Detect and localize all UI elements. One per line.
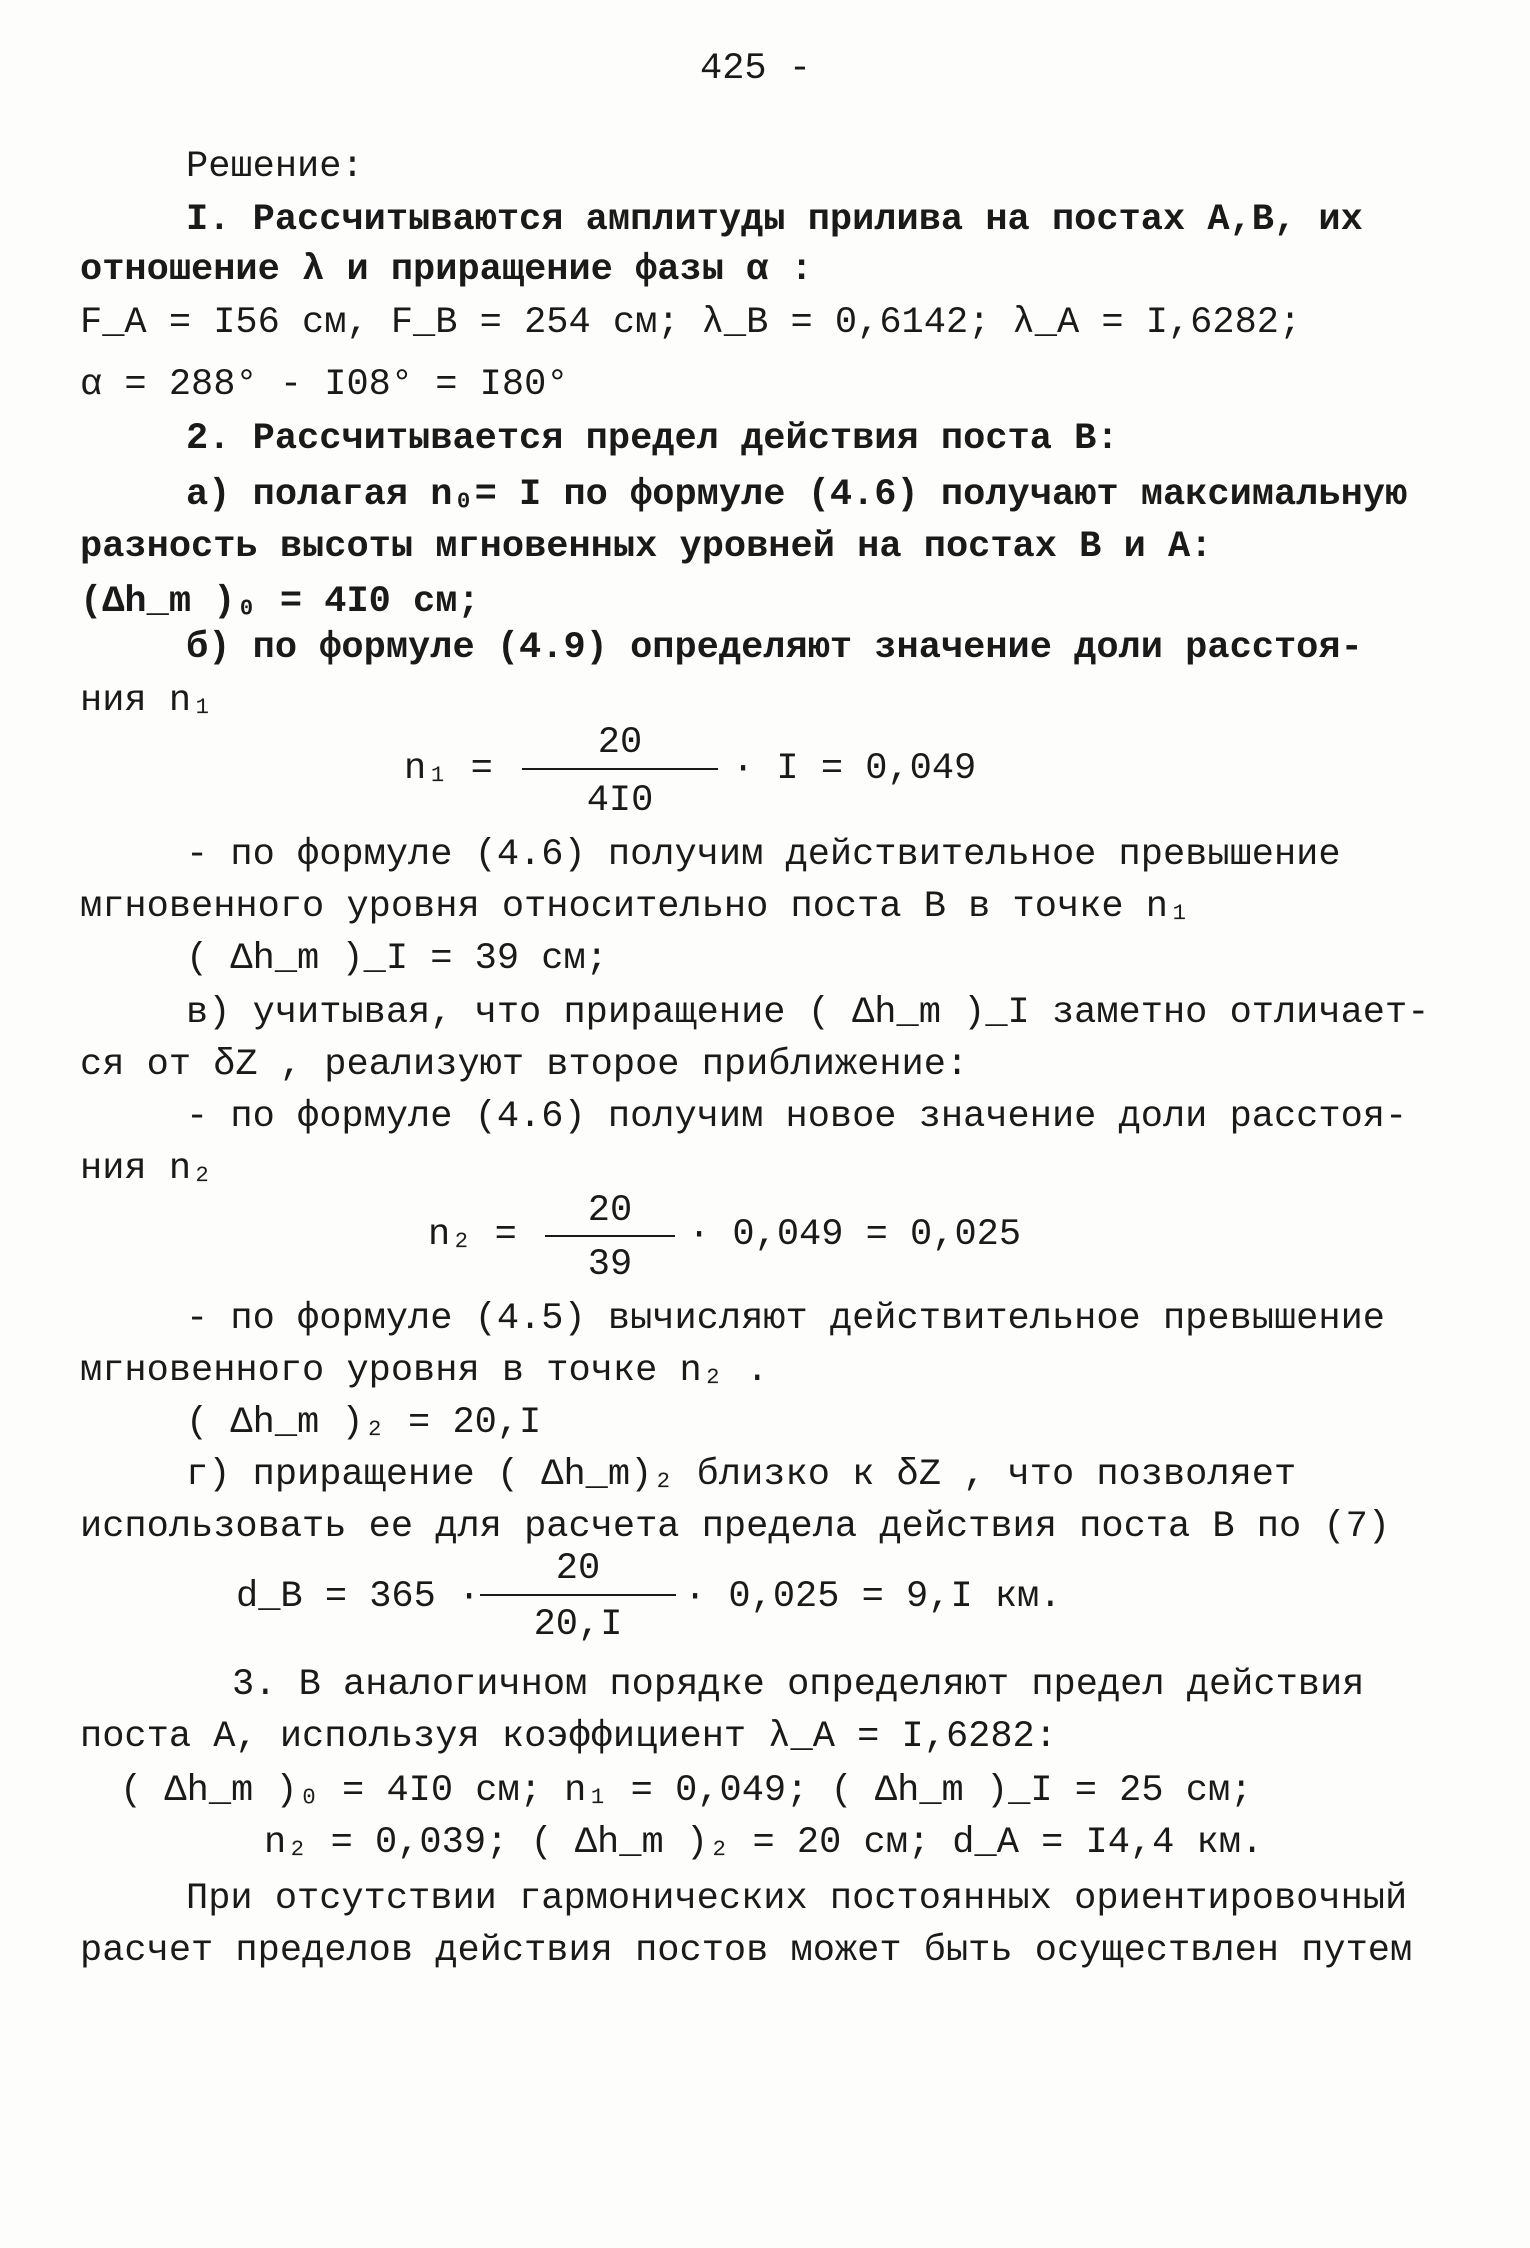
fraction-bar bbox=[480, 1594, 676, 1596]
formula-line: F_A = I56 см, F_B = 254 см; λ_B = 0,6142; λ_A = I,6282; bbox=[80, 302, 1302, 344]
text-line: отношение λ и приращение фазы α : bbox=[80, 249, 813, 291]
text-line: ся от δZ , реализуют второе приближение: bbox=[80, 1044, 969, 1086]
fraction-numerator: 20 bbox=[597, 722, 643, 764]
text-line: мгновенного уровня относительно поста В в точке n₁ bbox=[80, 886, 1191, 928]
text-line: При отсутствии гармонических постоянных ориентировочный bbox=[186, 1878, 1408, 1920]
heading-solution: Решение: bbox=[186, 146, 364, 188]
text-line: - по формуле (4.6) получим действительное превышение bbox=[186, 834, 1341, 876]
text-line: - по формуле (4.5) вычисляют действительное превышение bbox=[186, 1298, 1385, 1340]
text-line: мгновенного уровня в точке n₂ . bbox=[80, 1350, 769, 1392]
fraction-numerator: 20 bbox=[587, 1190, 633, 1232]
formula-rhs-n2: · 0,049 = 0,025 bbox=[688, 1214, 1022, 1256]
text-line: ния n₂ bbox=[80, 1148, 214, 1190]
text-line: I. Рассчитываются амплитуды прилива на постах А,В, их bbox=[186, 199, 1363, 241]
formula-line: n₂ = 0,039; ( Δh_m )₂ = 20 см; d_A = I4,4 км. bbox=[264, 1822, 1264, 1864]
formula-line: (Δh_m )₀ = 4I0 см; bbox=[80, 581, 480, 623]
formula-line: ( Δh_m )₀ = 4I0 см; n₁ = 0,049; ( Δh_m )_I = 25 см; bbox=[120, 1770, 1253, 1812]
text-line: б) по формуле (4.9) определяют значение доли расстоя- bbox=[186, 627, 1363, 669]
fraction-bar bbox=[522, 768, 718, 770]
formula-lhs-db: d_B = 365 · bbox=[236, 1576, 481, 1618]
fraction-denominator: 4I0 bbox=[586, 780, 654, 822]
text-line: поста А, используя коэффициент λ_A = I,6282: bbox=[80, 1716, 1057, 1758]
formula-line: ( Δh_m )₂ = 20,I bbox=[186, 1402, 542, 1444]
text-line: ния n₁ bbox=[80, 680, 214, 722]
formula-rhs-db: · 0,025 = 9,I км. bbox=[684, 1576, 1062, 1618]
formula-lhs-n2: n₂ = bbox=[428, 1214, 517, 1256]
text-line: использовать ее для расчета предела действия поста В по (7) bbox=[80, 1506, 1391, 1548]
fraction-bar bbox=[545, 1235, 675, 1237]
page-number: 425 - bbox=[700, 48, 812, 90]
text-line: в) учитывая, что приращение ( Δh_m )_I заметно отличает- bbox=[186, 992, 1430, 1034]
formula-line: ( Δh_m )_I = 39 см; bbox=[186, 938, 608, 980]
text-line: г) приращение ( Δh_m)₂ близко к δZ , что позволяет bbox=[186, 1454, 1297, 1496]
text-line: расчет пределов действия постов может быть осуществлен путем bbox=[80, 1930, 1413, 1972]
fraction-numerator: 20 bbox=[555, 1548, 601, 1590]
text-line: 2. Рассчитывается предел действия поста В: bbox=[186, 418, 1119, 460]
text-line: 3. В аналогичном порядке определяют предел действия bbox=[232, 1664, 1365, 1706]
fraction-denominator: 20,I bbox=[533, 1604, 623, 1646]
text-line: разность высоты мгновенных уровней на постах В и А: bbox=[80, 526, 1213, 568]
fraction-denominator: 39 bbox=[587, 1244, 633, 1286]
formula-lhs-n1: n₁ = bbox=[404, 748, 493, 790]
text-line: - по формуле (4.6) получим новое значение доли расстоя- bbox=[186, 1096, 1408, 1138]
formula-line: α = 288° - I08° = I80° bbox=[80, 364, 569, 406]
formula-rhs-n1: · I = 0,049 bbox=[732, 748, 977, 790]
text-line: а) полагая n₀= I по формуле (4.6) получают максимальную bbox=[186, 474, 1408, 516]
